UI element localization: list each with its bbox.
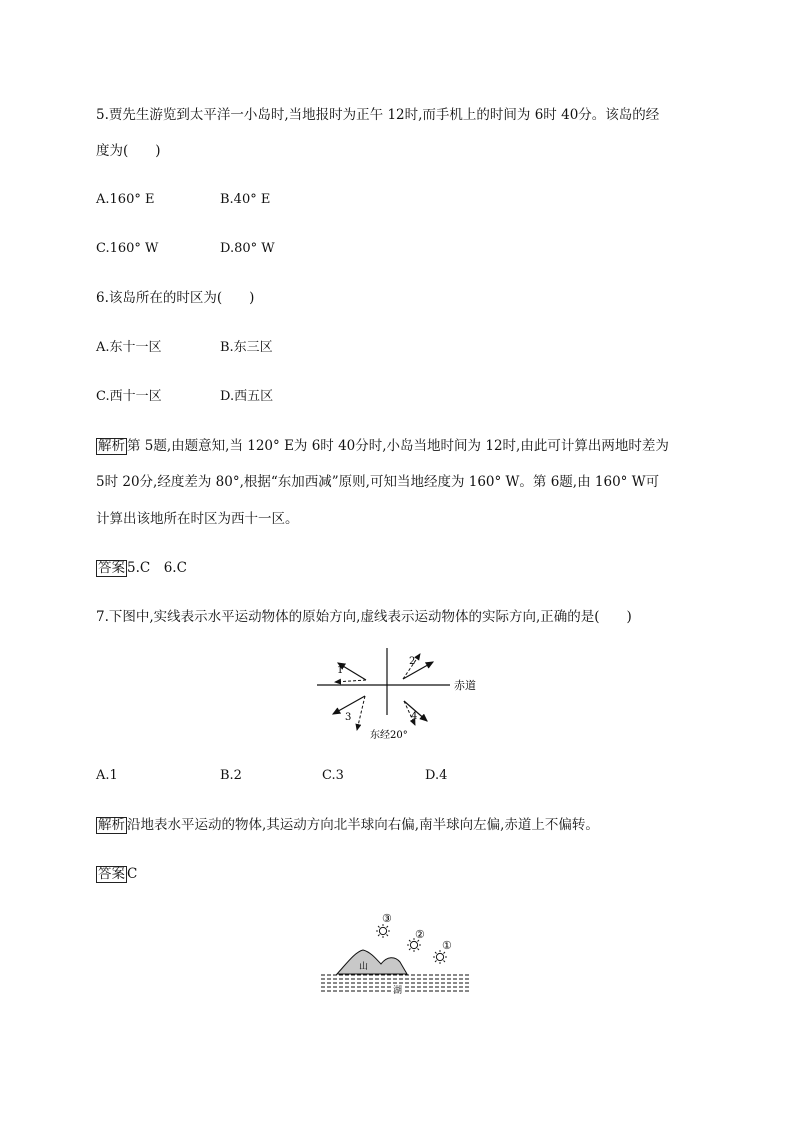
answer2-line	[96, 865, 137, 883]
arrow-1-dashed	[335, 680, 366, 682]
sun-label-2: ②	[415, 928, 425, 941]
q6-option-d: D.西五区	[220, 389, 274, 404]
q7-stem: 7.下图中,实线表示水平运动物体的原始方向,虚线表示运动物体的实际方向,正确的是( )	[96, 609, 632, 625]
answer2-text: C	[127, 866, 138, 882]
lake-label: 湖	[393, 986, 403, 995]
q7-option-a: A.1	[96, 768, 118, 783]
arrow-2-solid	[403, 662, 433, 679]
answer-text1: 5.C 6.C	[127, 560, 187, 576]
explanation-line2: 5时 20分,经度差为 80°,根据“东加西减”原则,可知当地经度为 160° W。第 6题,由 160° W可	[96, 474, 660, 490]
sun-label-1: ①	[442, 939, 452, 952]
equator-label: 赤道	[454, 679, 476, 692]
q5-option-b: B.40° E	[220, 192, 271, 207]
answer-line1	[96, 559, 187, 577]
explanation-line3: 计算出该地所在时区为西十一区。	[96, 511, 299, 527]
q7-option-c: C.3	[322, 768, 344, 783]
explanation-line1	[96, 437, 669, 455]
explanation2-text: 沿地表水平运动的物体,其运动方向北半球向右偏,南半球向左偏,赤道上不偏转。	[127, 817, 599, 833]
q7-option-b: B.2	[220, 768, 242, 783]
mountain-shape	[337, 950, 407, 974]
q6-option-b: B.东三区	[220, 340, 273, 355]
explanation2-tag: 解析	[98, 817, 125, 833]
explanation2-line	[96, 816, 599, 834]
arrow-3-label: 3	[345, 712, 352, 723]
answer2-tag: 答案	[98, 866, 125, 882]
q6-option-a: A.东十一区	[96, 340, 162, 355]
q5-option-d: D.80° W	[220, 241, 275, 256]
sun-icon-1	[433, 950, 447, 964]
q5-stem-line1: 5.贾先生游览到太平洋一小岛时,当地报时为正午 12时,而手机上的时间为 6时 40分。该岛的经	[96, 107, 660, 123]
q5-option-c: C.160° W	[96, 241, 159, 256]
arrow-1-label: 1	[337, 665, 344, 676]
q5-stem-line2: 度为( )	[96, 143, 161, 159]
q7-option-d: D.4	[425, 768, 448, 783]
mountain-label: 山	[359, 962, 369, 972]
q5-option-a: A.160° E	[96, 192, 155, 207]
explanation-tag: 解析	[98, 438, 125, 454]
sun-icon-3	[376, 924, 390, 938]
answer-tag: 答案	[98, 560, 125, 576]
arrow-3-dashed	[357, 696, 365, 730]
meridian-label: 东经20°	[370, 730, 408, 741]
q6-option-c: C.西十一区	[96, 389, 162, 404]
arrow-4-label: 4	[411, 711, 418, 722]
q6-stem: 6.该岛所在的时区为( )	[96, 290, 255, 306]
explanation-text1: 第 5题,由题意知,当 120° E为 6时 40分时,小岛当地时间为 12时,由此可计算出两地时差为	[127, 438, 669, 454]
coriolis-figure	[300, 645, 500, 745]
arrow-2-label: 2	[409, 656, 416, 667]
sun-label-3: ③	[382, 912, 392, 925]
sun-position-figure	[315, 905, 480, 995]
